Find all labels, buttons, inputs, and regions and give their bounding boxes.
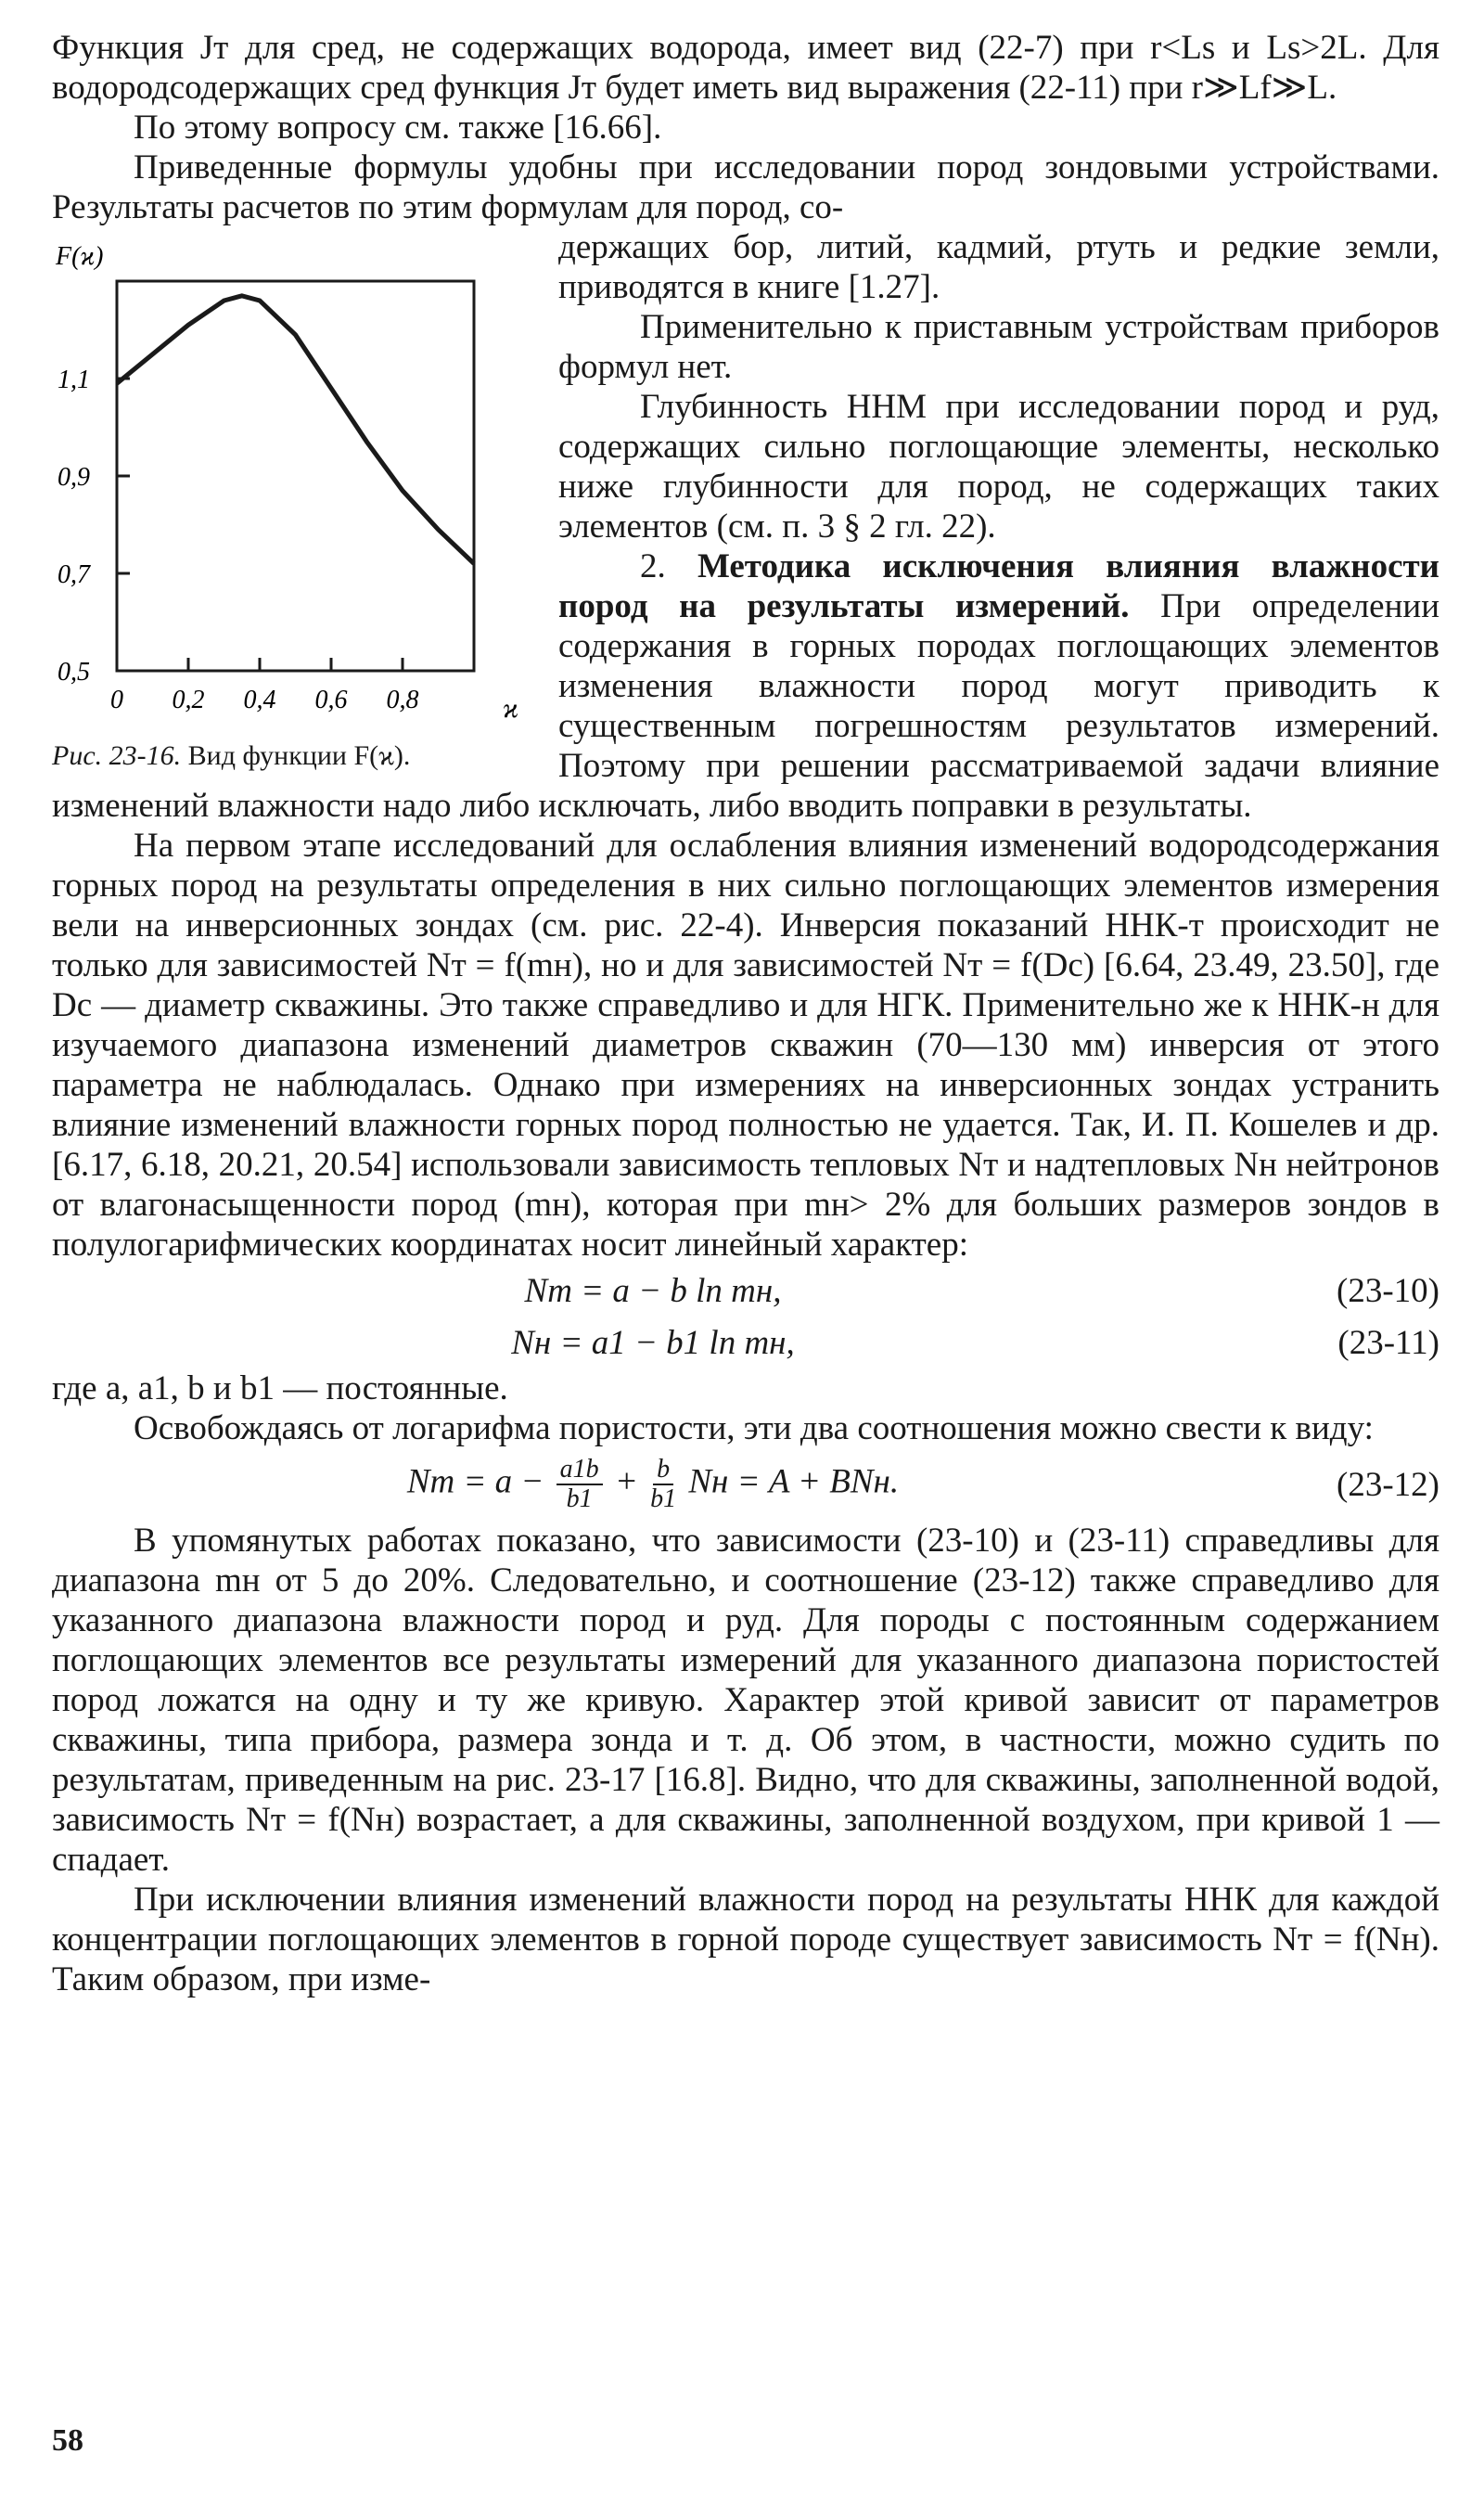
x-tick-label: 0,8 [386, 686, 419, 714]
equation-number: (23-12) [1337, 1465, 1439, 1504]
paragraph-7: На первом этапе исследований для ослабления влияния изменений водородсодержания горных пород на результаты определения в них сильно поглощающих элементов измерения вели на инверсионных зондах (см. рис. 22-4). Инверсия показаний ННК-т происходит не только для зависимостей Nт = f(mн), но и для зависимостей Nт = f(Dс) [6.64, 23.49, 23.50], где Dс — диаметр скважины. Это также справедливо и для НГК. Применительно же к ННК-н для изучаемого диапазона изменений диаметров скважин (70—130 мм) инверсия от этого параметра не наблюдалась. Однако при измерениях на инверсионных зондах устранить влияние изменений влажности горных пород полностью не удается. Так, И. П. Кошелев и др. [6.17, 6.18, 20.21, 20.54] использовали зависимость тепловых Nт и надтепловых Nн нейтронов от влагонасыщенности пород (mн), которая при mн> 2% для больших размеров зондов в полулогарифмических координатах носит линейный характер: [52, 827, 1439, 1264]
section-number: 2. [640, 547, 697, 585]
paragraph-5: Глубинность ННМ при исследовании пород и руд, содержащих сильно поглощающие элементы, несколько ниже глубинности для пород, не содержащих таких элементов (см. п. 3 § 2 гл. 22). [558, 388, 1439, 546]
y-tick-label: 0,5 [58, 658, 90, 687]
x-tick-label: 0,6 [314, 686, 348, 714]
equation-number: (23-11) [1337, 1323, 1439, 1362]
paragraph-1: Функция Jт для сред, не содержащих водорода, имеет вид (22-7) при r<Ls и Ls>2L. Для водородсодержащих сред функция Jт будет иметь вид выражения (22-11) при r≫Lf≫L. [52, 29, 1439, 107]
figure-23-16 [52, 235, 534, 773]
caption-text: Вид функции F(ϰ). [181, 740, 411, 771]
equation-number: (23-10) [1337, 1271, 1439, 1310]
y-axis-label: F(ϰ) [56, 242, 104, 271]
paragraph-4: Применительно к приставным устройствам приборов формул нет. [558, 308, 1439, 386]
paragraph-3a: Приведенные формулы удобны при исследовании пород зондовыми устройствами. Результаты расчетов по этим формулам для пород, со- [52, 148, 1439, 226]
paragraph-11: При исключении влияния изменений влажности пород на результаты ННК для каждой концентрации поглощающих элементов в горной породе существует зависимость Nт = f(Nн). Таким образом, при изме- [52, 1881, 1439, 1998]
f-kappa-chart [52, 235, 534, 736]
x-axis-label: ϰ [503, 693, 518, 724]
x-tick-label: 0 [110, 686, 123, 714]
paragraph-2: По этому вопросу см. также [16.66]. [134, 109, 662, 147]
x-tick-label: 0,4 [243, 686, 276, 714]
eq3-fraction-1 [556, 1456, 603, 1513]
equation-formula: Nн = a1 − b1 ln mн, [511, 1323, 795, 1362]
equation-formula: Nт = a − b ln mн, [524, 1271, 782, 1310]
fraction-denominator: b1 [650, 1484, 677, 1513]
caption-label: Рис. 23-16. [52, 740, 182, 771]
fraction-denominator: b1 [566, 1484, 593, 1513]
paragraph-10: В упомянутых работах показано, что зависимости (23-10) и (23-11) справедливы для диапазона mн от 5 до 20%. Следовательно, и соотношение (23-12) также справедливо для указанного диапазона влажности пород и руд. Для породы с постоянным содержанием поглощающих элементов все результаты измерений для указанного диапазона пористостей пород ложатся на одну и ту же кривую. Характер этой кривой зависит от параметров скважины, типа прибора, размера зонда и т. д. Об этом, в частности, можно судить по результатам, приведенным на рис. 23-17 [16.8]. Видно, что для скважины, заполненной водой, зависимость Nт = f(Nн) возрастает, а для скважины, заполненной воздухом, при кривой 1 — спадает. [52, 1522, 1439, 1879]
equation-23-11 [52, 1317, 1439, 1368]
fraction-numerator: a1b [556, 1456, 603, 1485]
paragraph-9: Освобождаясь от логарифма пористости, эти два соотношения можно свести к виду: [134, 1409, 1374, 1447]
fraction-numerator: b [653, 1456, 673, 1485]
equation-23-10 [52, 1265, 1439, 1317]
page-body [52, 28, 1439, 1999]
page-number: 58 [52, 2423, 83, 2458]
equation-formula [52, 1456, 1254, 1513]
paragraph-3b: держащих бор, литий, кадмий, ртуть и редкие земли, приводятся в книге [1.27]. [558, 228, 1439, 306]
eq3-fraction-2 [650, 1456, 676, 1513]
figure-caption [52, 740, 534, 772]
equation-23-12 [52, 1448, 1439, 1521]
y-tick-label: 0,7 [58, 560, 90, 589]
eq3-lhs: Nт = a − [406, 1462, 544, 1501]
eq3-rhs: Nн = A + BNн. [688, 1462, 900, 1501]
y-tick-label: 1,1 [58, 366, 90, 394]
paragraph-8: где a, a1, b и b1 — постоянные. [52, 1369, 508, 1407]
y-tick-label: 0,9 [58, 463, 90, 492]
eq3-plus: + [614, 1462, 638, 1501]
section-heading: Методика исключения влияния влажности пород на результаты измерений. [558, 547, 1439, 625]
x-tick-label: 0,2 [172, 686, 205, 714]
paragraph-6-text: При определении содержания в горных породах поглощающих элементов изменения влажности пород могут приводить к существенным погрешностям результатов измерений. Поэтому при решении рассматриваемой задачи влияние изменений влажности надо либо исключать, либо вводить поправки в результаты. [52, 587, 1439, 825]
f-kappa-curve [117, 296, 474, 564]
